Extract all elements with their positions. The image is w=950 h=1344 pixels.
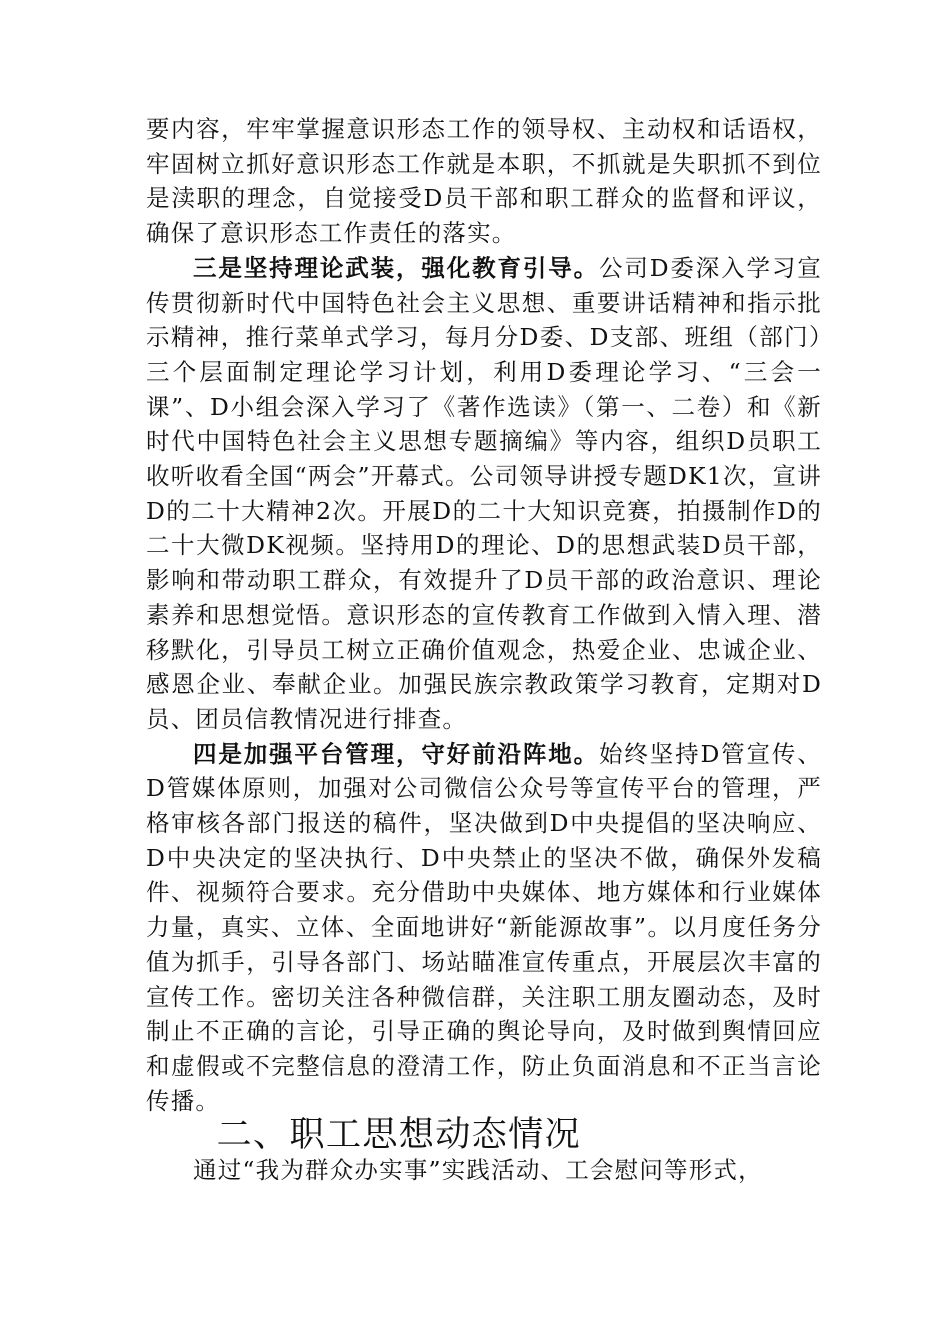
paragraph-lead: 三是坚持理论武装，强化教育引导。 (193, 253, 599, 282)
paragraph-platform-management (146, 737, 822, 1119)
paragraph-staff-thoughts (146, 1153, 822, 1188)
paragraph-body: 公司D委深入学习宣传贯彻新时代中国特色社会主义思想、重要讲话精神和指示批示精神，推行菜单式学习，每月分D委、D支部、班组（部门）三个层面制定理论学习计划，利用D委理论学习、“三会一课”、D小组会深入学习了《著作选读》（第一、二卷）和《新时代中国特色社会主义思想专题摘编》等内容，组织D员职工收听收看全国“两会”开幕式。公司领导讲授专题DK1次，宣讲D的二十大精神2次。开展D的二十大知识竞赛，拍摄制作D的二十大微DK视频。坚持用D的理论、D的思想武装D员干部，影响和带动职工群众，有效提升了D员干部的政治意识、理论素养和思想觉悟。意识形态的宣传教育工作做到入情入理、潜移默化，引导员工树立正确价值观念，热爱企业、忠诚企业、感恩企业、奉献企业。加强民族宗教政策学习教育，定期对D员、团员信教情况进行排查。 (146, 253, 822, 733)
document-page (146, 112, 822, 1188)
paragraph-theory-education (146, 251, 822, 737)
paragraph-body: 通过“我为群众办实事”实践活动、工会慰问等形式， (193, 1156, 763, 1185)
paragraph-responsibility (146, 112, 822, 251)
paragraph-lead: 四是加强平台管理，守好前沿阵地。 (193, 739, 599, 768)
section-heading: 二、职工思想动态情况 (216, 1114, 581, 1156)
paragraph-body: 始终坚持D管宣传、D管媒体原则，加强对公司微信公众号等宣传平台的管理，严格审核各部门报送的稿件，坚决做到D中央提倡的坚决响应、D中央决定的坚决执行、D中央禁止的坚决不做，确保外发稿件、视频符合要求。充分借助中央媒体、地方媒体和行业媒体力量，真实、立体、全面地讲好“新能源故事”。以月度任务分值为抓手，引导各部门、场站瞄准宣传重点，开展层次丰富的宣传工作。密切关注各种微信群，关注职工朋友圈动态，及时制止不正确的言论，引导正确的舆论导向，及时做到舆情回应和虚假或不完整信息的澄清工作，防止负面消息和不正当言论传播。 (146, 739, 822, 1115)
paragraph-body: 要内容，牢牢掌握意识形态工作的领导权、主动权和话语权，牢固树立抓好意识形态工作就是本职，不抓就是失职抓不到位是渎职的理念，自觉接受D员干部和职工群众的监督和评议，确保了意识形态工作责任的落实。 (146, 115, 822, 248)
